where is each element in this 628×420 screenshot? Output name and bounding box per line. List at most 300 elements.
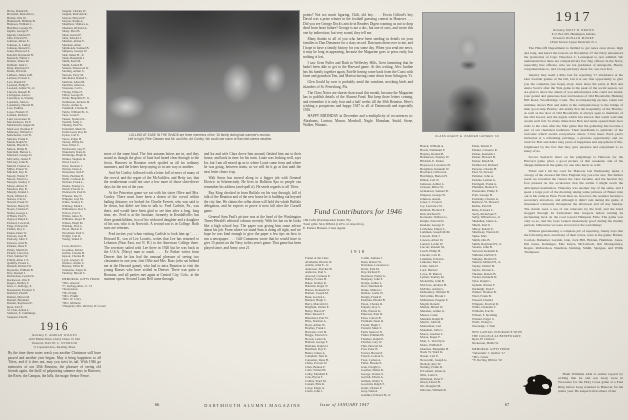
list-item: Lowe, H. Burton (420, 272, 442, 276)
list-item: Joy, Lawrence W. (420, 205, 443, 208)
list-item: Eaton, Charles R. (361, 302, 383, 306)
list-item: Ludden, Richard (7, 114, 28, 118)
list-item: Wessell, Donald (472, 298, 493, 302)
list-item: Gilman, Walter S. (361, 379, 384, 383)
list-item: Kimball, Herbert E. (420, 208, 446, 212)
list-item: McClary, John B. (7, 161, 29, 165)
list-item: Morgan, Stanley T. (7, 181, 31, 185)
list-item: Sherman, Allen (62, 43, 81, 47)
list-item: Gerrish, Edwin A. (361, 376, 384, 379)
list-item: Grant, Charles F. (361, 386, 383, 390)
class-agent-portrait (422, 12, 515, 132)
list-item: Wismer, Edgar S. (472, 317, 495, 321)
list-item: Tyndall, Selig C. (62, 120, 83, 124)
list-item: Tucker, Kenneth D. (472, 276, 498, 280)
list-item: *Anonymous (62, 288, 78, 292)
class-1917-heading: 1917 (555, 10, 592, 25)
list-item: Miller, Ernest W. (7, 167, 28, 171)
list-item: MacDonald, Angus M. (7, 124, 35, 128)
list-item: Parsons, Charles H. (472, 167, 498, 171)
paragraph: Many thanks to all of you who have been sending in details on your families to Dan Dinsmore for a class record. Dan turns them over to me, and I hope to have a family history for you some day. When you send me news, it may be long in appearing, because the Magazine goes to press early, but nothing is lost. (303, 36, 413, 59)
list-item: Ward, Frank B. (472, 295, 492, 298)
list-item: Selby, Wilberforce, Jr. (472, 216, 501, 220)
list-item: Davis, Paul M. (361, 267, 380, 271)
paragraph: And Art Conley followed with a letter full of news of many of the crowd, and the regret of the McAuliffes, and Betty too, that the weatherman could not save a few more of those shirt-sleeve days for the rest of the year. (104, 171, 199, 189)
list-item: Hildreth, E. Parker (420, 160, 445, 163)
list-item: Tubbs, William B., Jr. (62, 110, 89, 114)
secretary-name: F. ADRIAN WILKES (45, 333, 77, 337)
list-item: Durgin, Frank P. (361, 295, 382, 299)
list-item: Dodge, Arthur L. (361, 281, 383, 285)
list-item: Moulton, Benjamin H. (420, 347, 449, 351)
list-item: Johnson, A. LeRoy (7, 43, 31, 47)
list-item: Russell, Raymond E. (7, 302, 33, 306)
list-item: Martin, Harold S. (7, 144, 29, 148)
list-item: Wheeler, Ray N. (62, 194, 83, 198)
list-item: Parsons, Guy H. (7, 235, 27, 239)
list-item: Ryan, H. Clifford (472, 338, 495, 342)
list-item: Morse, Gardner L. (420, 332, 444, 336)
list-item: Stillman, DeWitt S. (472, 253, 498, 257)
list-item: Baldwin, Roger N. (305, 285, 329, 288)
list-item: Towle, Arthur A. (62, 104, 83, 108)
list-item: Kuelder, George P. (420, 223, 445, 227)
paragraph: By the time these notes reach you another Christmas will have passed and another year begun. May it bring happiness to all '16ers, and if it does not, may you twist its tail. With 1946 go memories of our 30th Reunion, the pleasure of seeing old friends again, the thrill of palpitating summer days in Hanover, the River, the Campus, the hills, the magic Senior Fence. (8, 351, 101, 378)
list-item: Lindman, Edwin L. (420, 257, 445, 261)
list-item: Young, Walter E. (62, 238, 83, 242)
paragraph: Ray King checked in from Buffalo on his way through, full of talk of the Reunion and of the new house he is building out beyond the city line. He claims the cellar alone will hold the whole Buffalo delegation, and he expects to prove it next fall after the Cornell game. (204, 190, 301, 213)
list-item: Underwood, Roy M. (62, 130, 88, 134)
list-item: Lawson, Park J. (420, 235, 441, 238)
reunion-photo-caption (99, 133, 301, 146)
paragraph: I saw Gren Fuller and Ruth in Wellesley Hills, Gren lamenting that he hadn't been able to get to the Harvard game. At this writing, Alec Jardine has his family together again, Estelle having come back from the Coast with Janet and grandson Tim, and Marion having come down from Arlington, Vt. (303, 60, 413, 79)
list-item: Davidson, Lawrence L. (361, 264, 391, 267)
caption-line-1: LOLLING AT EASE IN THE SHADE are three members of the '16 family during last summer's reunion. (129, 133, 271, 137)
list-item: Wright, Carl D. (62, 235, 82, 239)
bird-icon (522, 373, 556, 399)
list-item: Lonsdale, John G. (7, 100, 30, 104)
list-item: Underhill, Mark W. (62, 127, 86, 131)
list-item: Smith, Raymond H., Jr. (472, 242, 503, 246)
list-item: Frost, Lyman A. (361, 358, 382, 362)
class-1916-notes-column-4 (303, 13, 413, 205)
list-item: Blanchard, Earl W. (305, 316, 329, 320)
list-item: Podolsky, Chester A. (472, 197, 499, 201)
list-item: Lounsbury, Harold H. (7, 104, 34, 108)
list-item: Paul, W. Stewart (472, 171, 494, 175)
contributors-1918-column-d (472, 145, 528, 397)
treasurer-address: 4 Park Terrace, Upper Montclair, N. J. (549, 39, 598, 44)
paragraph: General Sam Paul's picture was at the head of the Washington Times-Herald's editorial column recently. With his hat on he looks like a high school boy. The paper was giving him some advice about his job. From where we stand Sam is doing all right, and we hope he was kind enough to give the paper a few tips on how to run a newspaper. . . . Giff Commons wrote that he would have to give 15 points on the Navy in this year's game. That game has been played since, and Army won 21 (204, 214, 301, 250)
list-item: Sipke, Max (472, 235, 487, 238)
list-item: Foss, Peter B. (361, 348, 379, 351)
list-item: Tuxbury, Harold S. (62, 272, 86, 276)
list-item: Olson, David B. (420, 381, 441, 385)
fund-agent-line: E. Parker Hateen, Class Agent. (303, 225, 347, 230)
list-item: Dana, Robert W. (361, 260, 382, 264)
list-item: Kornedar, Wallace G. (420, 216, 448, 220)
list-item: Haynes, Roland B. (420, 152, 445, 156)
list-item: McKinnon, Eugene F. (420, 298, 449, 302)
list-item: Quimby, Ernest L. (7, 261, 30, 265)
class-1916-section (8, 321, 101, 401)
list-item: Howland, Malcolm G. (7, 13, 35, 17)
list-item: Mitchell, Roy D. (7, 171, 28, 175)
list-item: Jepson, Charles H. (62, 255, 85, 259)
list-item: Marsh, Ralph W. (7, 141, 28, 145)
list-item: Brewster, Carl H. (305, 330, 327, 334)
list-item: Watts, Herman B. (62, 174, 84, 178)
list-item: Hauck, William A. (420, 145, 444, 148)
list-item: Nason, Carl E. (420, 355, 439, 358)
list-item: Parker, Dean W. (7, 231, 27, 235)
list-item: Sawyer, Howard F. (62, 16, 86, 20)
paragraph: more of the same kind. The first autumn letters are in, and they sound as though the glow of June had lasted clear through to the frosts. Hanover in Reunion week spoiled us all for ordinary summers, and the letters keep saying so in one way or another. (104, 152, 199, 170)
list-item: *F. Sterling Willcox '16 (472, 359, 502, 363)
list-item: Smith, Otis B. (472, 238, 491, 242)
list-item: Marden, Frank E. (7, 137, 29, 141)
contributors-1916-column-1 (7, 10, 60, 326)
list-item: *Mr. Priddy (62, 291, 77, 295)
list-item: Wolff, Irving G. (472, 321, 493, 325)
list-item: Fuller, Brooks E. (361, 362, 383, 365)
list-item: Perkins, Dana F. (7, 245, 28, 249)
list-item: Walbridge, Hugh D. (62, 154, 87, 158)
list-item: Collins, Ward M. (305, 379, 327, 383)
list-item: Upham, Warner F. (472, 283, 496, 287)
list-item: Maxfield, Burton L. (7, 151, 32, 155)
list-item: Markle, Hiram W. (420, 306, 444, 310)
list-item: Stearns, John B. (472, 246, 493, 250)
paragraph: Soccer Seebert's letter on his pilgrimage to Hanover for the Harvard game gives a good picture of that weekend, and of his disappointment in the game, by one who knew so well: (524, 154, 623, 168)
list-item: Ingalls, George F. (7, 30, 29, 34)
list-item: Livingston, Alan C. (7, 93, 32, 97)
list-item: Pearson, Axel B. (7, 241, 28, 245)
list-item: Wadleigh, Paul F. (472, 287, 495, 291)
list-item: Low, Pauline (7, 107, 24, 111)
list-item: Fisher, Edmund B. (361, 334, 385, 337)
list-item: Tyler, Ralph C. (472, 280, 492, 283)
list-item: Slate, Edward J. (62, 36, 82, 40)
paragraph: Hank Williams adds to earlier reports by writing that he and son Greg were in Worcester for the Holy Cross game at a Fuel Ring before Greg returned to Hanover for his junior year. He suspects that others of the (558, 372, 623, 393)
list-item: Burbank, Ralph O. (305, 344, 329, 348)
list-item: Blair, Russell T. (305, 313, 325, 316)
list-item: Priddy, Allan J. F. (7, 258, 29, 262)
list-item: Bean, Gordon L. (305, 295, 326, 299)
list-item: Morse, Albert N. (7, 184, 28, 188)
contributors-1918-column-a (305, 257, 358, 398)
list-item: Bullard, George F. (305, 341, 328, 344)
list-item: Nickerson, Hollis W. (472, 342, 499, 345)
list-item: Bonney, Willis B. (62, 265, 84, 269)
list-item: Whipple, Percival D. (472, 302, 499, 306)
list-item: Bixby, Harold F. (305, 309, 326, 313)
list-item: Johnson, Albert E. (7, 40, 30, 44)
paragraph: points? Not too much figuring, Chili, old boy. . . . Erwin Gifford's boy David was a prize winner in the football guessing contest in Hanover. . . . Did you see George Dock's article in Readers Digest warning us not to drop dead from heart failure? George is not a doc, but one of ours, and wrote this one by indirection; but very sound, they tell me. (303, 13, 413, 35)
paragraph: The Class Notes are shorter than usual this month, because the Magazine has to publish details of the Alumni Fund. But keep those letters coming, and remember it is only four and a half weeks till the 30th Reunion. Here's wishing a prosperous and happy 1947 to all of Dartmouth and especially 1916. (303, 90, 413, 113)
list-item: Seely, Roderique F. (472, 212, 497, 216)
list-item: Sargent, Malcolm R. (62, 13, 88, 17)
list-item: Shannon, Richard A. (62, 26, 88, 30)
list-item: Ryan, Earl F. (7, 305, 23, 309)
list-item: Trumbull, Charles H. (62, 107, 88, 111)
paragraph: Glen Gould by now is probably amid the sunshine, mocking birds and islanders of St. Petersburg, Fla. (303, 80, 413, 89)
list-item: Field, Spencer N. (361, 330, 383, 334)
list-item: Packard, Lewis M. (7, 221, 31, 225)
contributor-list-additional (62, 245, 108, 275)
list-item: Thying, Elmer F. (62, 90, 83, 94)
list-item: Cross, Robert L. (62, 245, 83, 249)
list-item: Merrill, Chester A. (7, 164, 31, 168)
reunion-photo (106, 10, 300, 132)
list-item: Pomerantz, Philip E. (472, 190, 499, 193)
list-item: Emerson, Paul D. (361, 313, 383, 316)
list-item: Palmer, Roy C. (7, 228, 26, 232)
list-item: Pratt, George H. (472, 193, 493, 197)
list-item: Fowler, Burton P. (361, 351, 383, 355)
list-item: Nutting, Frank D. (420, 366, 443, 370)
list-item: Moore, Edwin G. (7, 177, 29, 181)
list-item: Day, Richard E. (361, 271, 381, 274)
list-item: Mahoney, William C. (7, 130, 34, 134)
list-item: Ingram, Charles H. (7, 33, 31, 37)
fund-summary-block (303, 207, 413, 247)
list-item: Pelletier, John A. (472, 175, 494, 178)
list-item: McFalls, Adrian L. (420, 287, 445, 291)
list-item: Sutcliffe, Albert A. (62, 83, 86, 87)
treasurer-name: DAVID S. WINDSOR (44, 341, 78, 346)
list-item: Jimpson, George W. (420, 193, 446, 197)
list-item: *Mrs. Williams (62, 301, 81, 305)
paragraph: Fred invites you 'when visiting Carlisle to look him up.' . . . . Howard R., son of Lee Loavits, writes that Lee has returned to Lebanon (Near East, not N. H.) to the American College there. The secretary sailed with Lee there in 1920 but he was back in the U.S.A. (Navy) man to south. . . . Ev Parker writes from Denver that he has had the unusual pleasure of seeing two classmates in one year, first Ollie and Mrs. Russ (who sat behind me at the Harvard game), who had to miss Reunion to visit the young Russes who have settled in Denver. There was quite a Reunion, and all parties met again at Central City, Colo., at the summer opera. Second Louis Bell came through. (104, 232, 199, 282)
list-item: Nichols, Roy W. (420, 362, 442, 366)
list-item: Richardson, Gerald K. (7, 275, 35, 279)
secretary-label: Secretary, (552, 27, 566, 32)
list-item: Paige, Edward R. (7, 225, 29, 228)
list-item: Bliss, Norman A. (305, 320, 327, 323)
list-item: Webb, Carleton R. (62, 177, 85, 181)
list-item: Osgood, Ralph E. (7, 218, 29, 222)
list-item: Bartlett, Joseph M. (305, 292, 329, 295)
insurance-header: NEW CAPITAL INSURANCE WITH THE COLLEGE AS BENEFICIARY: (472, 330, 522, 338)
list-item: Mott, C. Van Wyck (420, 340, 445, 343)
list-item: Howland, Clifford A. (420, 171, 448, 175)
list-item: Carpenter, Dana B. (305, 358, 329, 362)
list-item: Noyes, Charles E. (7, 208, 30, 212)
magazine-title-footer: DARTMOUTH ALUMNI MAGAZINE (204, 402, 301, 408)
paragraph: 'Ethel and I hit the road for Hanover last Wednesday under a canopy of the clearest fall New England day you ever saw. The further north we travelled the clearer the view became, and the heavier my foot pressed on the accelerator that the earlier I might reach the anticipated destination. Thursday was another day of the same, and I spent a large part of the morning taking some pictures of Baker Gile out at his camp in Etna. From then on, however, the weather became a secondary attraction, and although it didn't rain during the game, it threatened constantly throughout the afternoon and all day Sunday. The stands were a sea of tan raincoats by the half, and the band slogged through its formations like troopers before turning its enchanting back on the road toward Hampton Falls. The game was only so-so, and the boys looked moderately good during the muddy periods. Otherwise we were in town for the socializing.' (524, 168, 623, 228)
list-item: Kimball, John C. (7, 63, 28, 67)
issue-date-footer: Issue of JANUARY 1947 (320, 402, 370, 407)
list-item: Ollis, Lolin S. (420, 373, 439, 377)
list-item: Shield, Karl E. (472, 223, 491, 227)
list-item: Paine, Dexter F. (472, 145, 493, 148)
list-item: Gray, Nelson (361, 390, 378, 393)
class-1916-notes-column-2 (104, 152, 199, 400)
list-item: Butler, James A. (305, 351, 326, 355)
list-item: Wood, Harlan P. (62, 228, 82, 232)
list-item: Corey, Edgar A. (305, 386, 325, 390)
list-item: Berry, Malcolm D. (305, 302, 329, 306)
list-item: LaVienne, Emery L. (420, 227, 447, 231)
class-1918-heading: 1918 (350, 249, 366, 254)
list-item: Shanahan, James A. (472, 220, 498, 223)
list-item: Kendall, Raymond H. (7, 53, 34, 57)
class-1916-heading: 1916 (40, 321, 69, 333)
list-item: Parker, Howard B. (472, 156, 496, 160)
list-item: Sheldon, Arthur E. (62, 40, 85, 44)
list-item: Briggs, Edward S. (305, 334, 328, 337)
list-item: Clark, Benton F. (305, 365, 326, 369)
list-item: Perkins, Lyman G. (472, 178, 496, 182)
list-item: Howe, Donald R. (7, 10, 29, 13)
list-item: Larcott, Russell M. (420, 246, 445, 250)
list-item: Cobb, Willard H. (305, 369, 327, 372)
list-item: Hoxsie, Otis W. (7, 16, 27, 20)
fund-gifts-line: 189 Gifts (Participation Index 70). (303, 217, 352, 222)
list-item: Magill, Ronald (420, 302, 440, 306)
list-item: Ward, Leon C. (62, 161, 80, 165)
list-item: Edgerly, Roy S. (361, 306, 381, 309)
list-item: Linfelter, Dan L. (420, 261, 442, 265)
list-item: Friend of the Class (305, 257, 329, 260)
list-item: Flint, Howard M. (361, 344, 383, 348)
list-item: Steward, Kenneth K. (472, 250, 499, 253)
list-item: Warren, Dean A. (62, 167, 83, 171)
list-item: Tinning, Paul W. (62, 124, 83, 128)
list-item: Woodman, Paul S. (62, 231, 85, 235)
list-item: O'Connell, James A. (420, 370, 447, 373)
list-item: Johnson, Russell C. (7, 46, 32, 50)
paragraph: January may seem a little late for reporting '17 attendance at the later football games of the fall, but it is our first opportunity to give you the complete (we hope) story. And, since the party at Bob and Anita Scott's after the Yale game is the peak of the social season, we are glad to show the others of you unfortunates who could not attend, your genial and generous host and hostess of Old Broadralm, Hunting Hill Road, Woodbridge, Conn. The accompanying picture, taken last summer, shows Bob and Anita at the companionway to the bridge of their good ship 'Bonita.' All testify that the hospitality of the 'Bonita,' as well as the door of Old Broadralm, is always open to members of the Old Guard, and the legion which has known that warm welcome awaits each fall. So many times have Bob and Anita opened their door wide to the class after the Yale game that the gathering has become a part of our cherished traditions. Their hearthside is symbolic of the welcome which awaits everywhere where '17ers meet. Each year's invitation is a refreshing privilege, a glorious opportunity; and we wish for Bob and Anita long years of happiness and enjoyment of life, brightened by the fact that they give pleasure and enjoyment to so many of us. (524, 73, 623, 153)
list-item: Weeks, Stanley G. (62, 184, 85, 188)
list-item: Lord, Herbert (420, 268, 438, 272)
list-item: Gardner, Hollis R. (361, 369, 384, 372)
list-item: Tomlinson, Andrew H. (62, 100, 90, 104)
list-item: Perley, Martin D. (7, 248, 29, 252)
list-item: Palmer, Clarence R. (472, 148, 498, 152)
list-item: Vance, Edgar H. (62, 137, 82, 141)
list-item: Sullivan, Alfred B. (62, 80, 86, 84)
list-item: Sargeant, Paul R. (7, 315, 29, 319)
list-item: Williams, Earl K. (472, 310, 495, 313)
list-item: Henderson, Stanley W. (420, 156, 450, 160)
list-item: *Mrs. Priddy (62, 294, 79, 298)
insurance-list (472, 338, 528, 346)
list-item: Barnes, Kenneth W. (305, 288, 330, 292)
list-item: Renfrew, W. Howard (472, 201, 499, 205)
list-item: Ellis, Warren K. (361, 309, 381, 313)
list-item: White, Stanley E. (62, 201, 84, 205)
list-item: Fletcher, Guy W. (361, 341, 383, 344)
paragraph: Without guaranteeing a complete job of reporting, Sunny says that the following men, and many of their wives, were at the game: Barber, Corriek, Duhamel, Garrish, Gile, Jack Hill, Holden, Hammon, Jones, Jim Jones, Kaminger, Mac Intyre, McCulloch, Jim Montgomery, Regan, Richardson, Sherman, Deming, Smith, Sprague, and Willis Thompson. (524, 229, 623, 255)
list-item: Williams, Roger B. (62, 218, 86, 222)
list-item: Shambow, Wallace A. (62, 23, 89, 27)
paragraph: and Ira and wife Clara drove him around, flashed him out to their house, and back in time for his train. Louie was looking well, says Ira, but I am all mixed up as to where Louie came from and where he was going, between trains, so we will let it go at that until the next letter clears it up. (204, 152, 301, 174)
list-item: Conant, Ellis R. (305, 383, 325, 386)
list-item: Russell, Burnham (7, 298, 29, 302)
list-item: *Mrs. Chase (472, 355, 489, 359)
list-item: Gauthier, Edward H., Jr. (361, 393, 392, 397)
list-item: Wallace, Arthur C. (62, 262, 85, 266)
list-item: Stingley, Herbert E. (472, 257, 498, 261)
list-item: Ware, Norman J. (62, 164, 83, 168)
list-item: Slade, Benjamin J. (62, 57, 85, 61)
paragraph: At the Princeton game we sat with his sister Olive and Mrs. Conley. There must have been a dozen of the crowd within hailing distance; we looked for Charlie Everett, who was said to be down, but didn't see him to talk to. Fred Carlisle, Pa., was there, and would have been glad to see him after a long, long time, etc. Fred is at the Institute, formerly in Kendallville; has three grandchildren, two of his widowed daughter and a daughter of his son, who is in Norwich. A second son is in College. Both sons are veterans. (104, 190, 199, 231)
list-item: Moulton, Ray B. (7, 188, 28, 192)
caption-line-2: Left to right, Pete Classen and Mr. and Mrs. Art Conley. We could use some of that shirt-sleeve weather. (127, 137, 273, 142)
treasurer-label: Treasurer, (31, 341, 45, 346)
list-item: McCollins, Hiram J. (420, 295, 447, 298)
list-item: Drake, Milton C. (361, 288, 383, 292)
list-item: Farrell, Hugh J. (361, 323, 381, 327)
list-item: Bingham, Walter E. (305, 306, 330, 309)
list-item: Lammen, Joseph McM. (420, 231, 451, 235)
list-item: Campbell, Neil D. (305, 355, 328, 358)
list-item: Plummer, Benton V. (472, 186, 498, 190)
list-item: Lowe, Frederic P. (7, 110, 29, 114)
list-item: Smith, Kent M. (62, 60, 81, 64)
list-item: Waterman, Seth F. (62, 171, 85, 175)
list-item: Schneider, Edgar D. (62, 268, 87, 272)
contributor-list (62, 10, 108, 242)
list-item: Olmstead, Peter F. (420, 377, 444, 381)
contributors-1918-column-c (420, 145, 470, 395)
list-item: Knight, Edward D. (420, 220, 445, 223)
list-item: Tuck, Louis F. (62, 114, 80, 118)
list-item: Coffin, Samuel J. (361, 257, 383, 260)
list-item: Colby, Marshall E. (305, 372, 329, 376)
list-item: Moody, Walter F. (7, 174, 29, 178)
list-item: *Alexander J. Jardine '17 (472, 351, 505, 355)
list-item: White, Chandler T. (472, 306, 497, 310)
memorial-gifts-list (472, 352, 528, 363)
list-item: Mason, Philip B. (7, 147, 28, 151)
treasurer-name: RONALD MOORE (566, 35, 595, 40)
list-item: Curtis, John J. (305, 390, 323, 393)
list-item: Nelson, Carl O. (7, 198, 27, 202)
list-item: Houghton, Kenneth W. (420, 167, 450, 171)
list-item: Rudner, Myron M. (7, 295, 30, 299)
list-item: Kinne, David R. (7, 70, 27, 74)
list-item: Strickland, Daniel L. (62, 77, 88, 81)
list-item: Nash, W. Ward D. (420, 351, 444, 355)
list-item: Rogers, Dudley T. (7, 282, 30, 286)
list-item: Reddall, Richard W. (7, 265, 32, 269)
list-item: LaBarre, James LeB. (7, 73, 33, 77)
list-item: Tusten, Spofford L. (62, 117, 86, 121)
list-item: McClave, Andrew B. (420, 283, 448, 287)
list-item: Wadsworth, Guy F. (62, 147, 86, 151)
list-item: Riley, Edward C. (472, 208, 494, 212)
right-page-number: 67 (504, 402, 510, 407)
list-item: Flanders, Ralph E. (361, 337, 385, 341)
list-item: Osborne, William B. (420, 388, 447, 392)
list-item: Adams, John E., Jr. (305, 264, 329, 267)
fund-total-line: Total gifts: $12,308.64 (110% of objective). (303, 221, 365, 226)
list-item: Wooledge, J. Watt (472, 325, 496, 328)
list-item: Lincoln, Carl R. (420, 253, 441, 257)
list-item: Bennett, Hugh C. (305, 299, 327, 302)
list-item: Griffin, Charles B. (62, 252, 85, 256)
list-item: Anderson, Fletcher B. (305, 267, 333, 271)
list-item: Harris, Nathaniel P. (420, 148, 445, 152)
list-item: Jackson, Minot W. (420, 186, 444, 190)
list-item: Rosenstein, Frederic S. (7, 288, 36, 292)
list-item: Merritt, John M. (420, 321, 442, 325)
list-item: *Mrs. Atwood (62, 281, 80, 285)
list-item: Kirk, Richard E. (420, 212, 442, 216)
